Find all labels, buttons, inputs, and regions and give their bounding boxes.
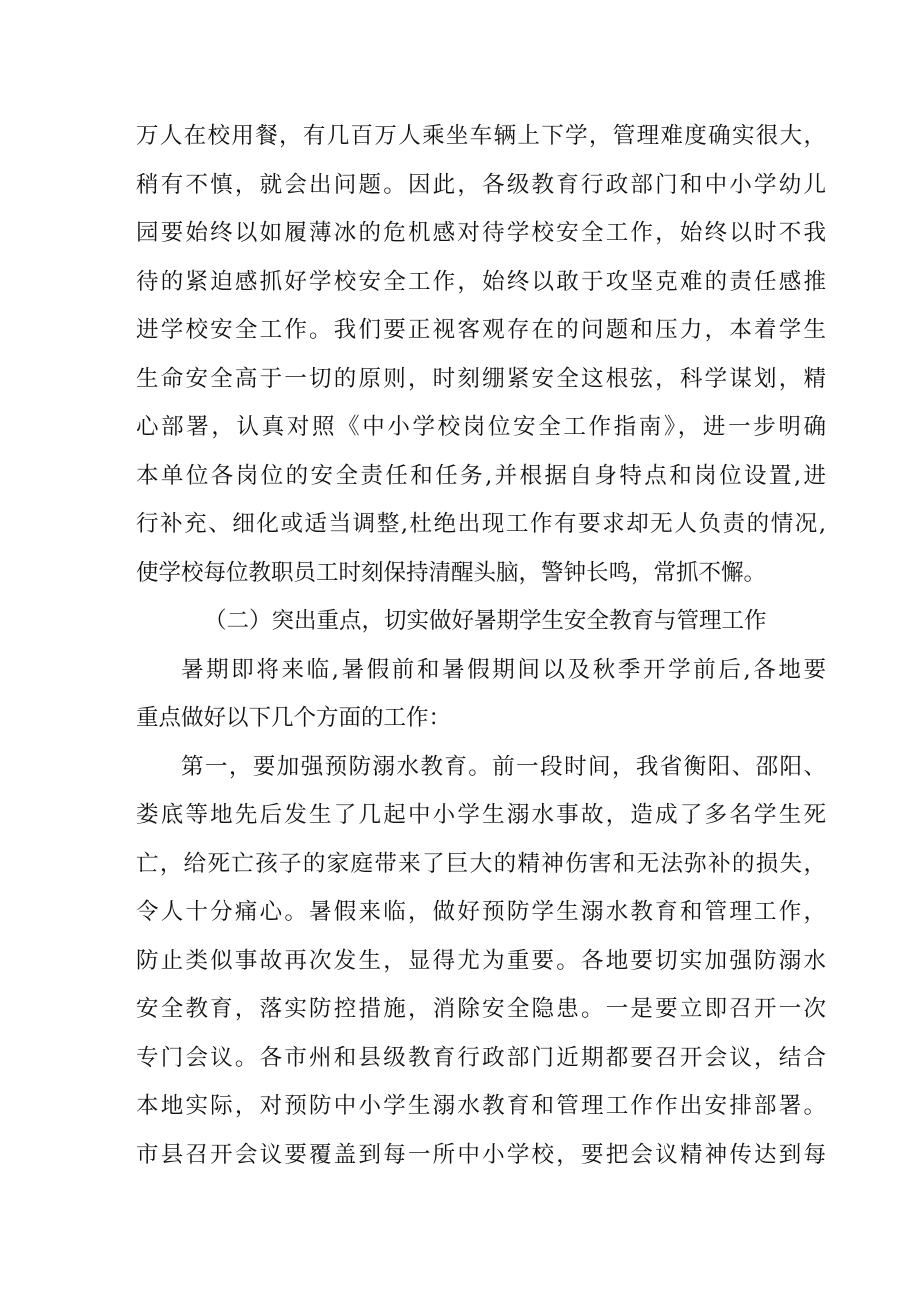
section-heading: （二）突出重点，切实做好暑期学生安全教育与管理工作 (204, 608, 767, 634)
text-line: 专门会议。各市州和县级教育行政部门近期都要召开会议，结合 (136, 1044, 826, 1071)
text-line: 本地实际，对预防中小学生溺水教育和管理工作作出安排部署。 (136, 1093, 826, 1119)
text-line: 园要始终以如履薄冰的危机感对待学校安全工作，始终以时不我 (136, 220, 826, 246)
text-line: 市县召开会议要覆盖到每一所中小学校，要把会议精神传达到每 (136, 1141, 826, 1168)
text-line: 暑期即将来临,暑假前和暑假期间以及秋季开学前后,各地要 (181, 656, 826, 683)
text-line: 重点做好以下几个方面的工作： (136, 705, 452, 731)
text-line: 令人十分痛心。暑假来临，做好预防学生溺水教育和管理工作， (136, 899, 826, 925)
text-line: 使学校每位教职员工时刻保持清醒头脑，警钟长鸣，常抓不懈。 (136, 559, 767, 586)
text-line: 第一，要加强预防溺水教育。前一段时间，我省衡阳、邵阳、 (181, 753, 826, 780)
text-line: 待的紧迫感抓好学校安全工作，始终以敢于攻坚克难的责任感推 (136, 268, 826, 295)
text-line: 亡，给死亡孩子的家庭带来了巨大的精神伤害和无法弥补的损失， (136, 850, 826, 877)
text-line: 进学校安全工作。我们要正视客观存在的问题和压力，本着学生 (136, 317, 826, 343)
text-line: 稍有不慎，就会出问题。因此，各级教育行政部门和中小学幼儿 (136, 171, 826, 198)
text-line: 防止类似事故再次发生，显得尤为重要。各地要切实加强防溺水 (136, 947, 826, 974)
text-line: 行补充、细化或适当调整,杜绝出现工作有要求却无人负责的情况, (136, 511, 826, 537)
text-line: 娄底等地先后发生了几起中小学生溺水事故，造成了多名学生死 (136, 802, 826, 828)
text-line: 心部署，认真对照《中小学校岗位安全工作指南》，进一步明确 (136, 414, 826, 440)
document-body (136, 112, 826, 1179)
text-line: 本单位各岗位的安全责任和任务,并根据自身特点和岗位设置,进 (136, 462, 826, 489)
text-line: 生命安全高于一切的原则，时刻绷紧安全这根弦，科学谋划，精 (136, 365, 826, 392)
text-line: 安全教育，落实防控措施，消除安全隐患。一是要立即召开一次 (136, 996, 826, 1022)
text-line: 万人在校用餐，有几百万人乘坐车辆上下学，管理难度确实很大， (136, 123, 826, 149)
